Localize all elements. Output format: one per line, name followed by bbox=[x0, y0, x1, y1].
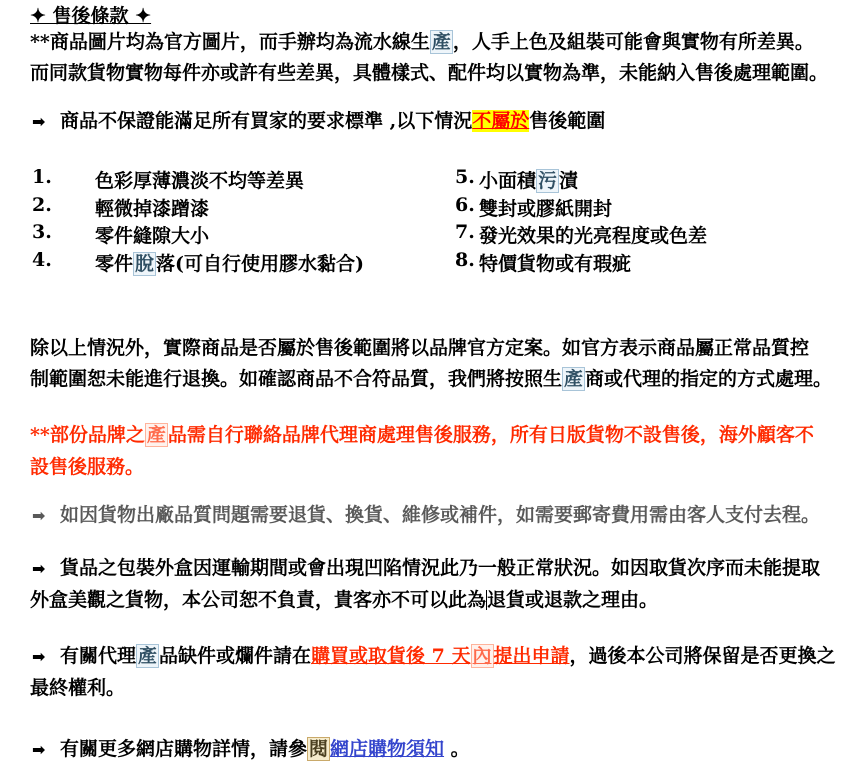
list-item-number: 1. bbox=[32, 166, 52, 188]
packaging-notice-line-1 bbox=[32, 557, 820, 580]
substituted-char: 產 bbox=[146, 424, 166, 446]
resolution-line-1: 除以上情況外，實際商品是否屬於售後範圍將以品牌官方定案。如官方表示商品屬正常品質控 bbox=[30, 337, 810, 359]
list-item-text: 特價貨物或有瑕疵 bbox=[479, 253, 632, 275]
substituted-char: 產 bbox=[431, 31, 451, 53]
substituted-char: 閱 bbox=[309, 738, 329, 760]
exclusion-notice-text: 商品不保證能滿足所有買家的要求標準 ,以下情況 bbox=[60, 110, 473, 132]
arrow-icon: ➡ bbox=[32, 740, 46, 759]
resolution-text: 商或代理的指定的方式處理。 bbox=[585, 368, 833, 390]
list-item-number: 8. bbox=[455, 249, 475, 271]
list-item-text: 色彩厚薄濃淡不均等差異 bbox=[95, 170, 305, 192]
exclusion-notice-line bbox=[32, 110, 605, 133]
resolution-text: 制範圍恕未能進行退換。如確認商品不合符品質，我們將按照生 bbox=[30, 368, 563, 390]
substituted-char: 污 bbox=[538, 170, 558, 192]
brand-contact-warning-line-2: 設售後服務。 bbox=[30, 456, 145, 478]
arrow-icon: ➡ bbox=[32, 112, 46, 131]
list-item-number: 3. bbox=[32, 221, 52, 243]
claim-window-text: 品缺件或爛件請在 bbox=[159, 645, 312, 667]
arrow-icon: ➡ bbox=[32, 506, 46, 525]
claim-window-deadline: 購買或取貨後 7 天 bbox=[311, 645, 471, 667]
packaging-notice-text: 退貨或退款之理由。 bbox=[487, 589, 659, 611]
warning-text: **部份品牌之 bbox=[30, 424, 145, 446]
substituted-char: 內 bbox=[472, 645, 492, 667]
claim-window-line-2: 最終權利。 bbox=[30, 677, 126, 699]
list-item-text bbox=[479, 166, 578, 193]
claim-window-text: ，過後本公司將保留是否更換之 bbox=[569, 645, 836, 667]
list-item-text: 發光效果的光亮程度或色差 bbox=[479, 225, 708, 247]
substituted-char: 產 bbox=[138, 645, 158, 667]
packaging-notice-text: 外盒美觀之貨物，本公司恕不負責，貴客亦不可以此為 bbox=[30, 589, 487, 611]
claim-window-text: 有關代理 bbox=[60, 645, 137, 667]
list-item-number: 5. bbox=[455, 166, 475, 188]
resolution-line-2 bbox=[30, 368, 832, 390]
list-item-text: 落(可自行使用膠水黏合) bbox=[156, 253, 365, 275]
list-item-text: 零件 bbox=[95, 253, 134, 275]
page-title: ✦ 售後條款 ✦ bbox=[30, 5, 152, 27]
store-guide-link[interactable]: 網店購物須知 bbox=[330, 738, 445, 760]
arrow-icon: ➡ bbox=[32, 647, 46, 666]
list-item-number: 6. bbox=[455, 194, 475, 216]
exclusion-list-row-1 bbox=[0, 166, 864, 190]
arrow-icon: ➡ bbox=[32, 559, 46, 578]
intro-text: **商品圖片均為官方圖片，而手辦均為流水線生 bbox=[30, 31, 430, 53]
exclusion-list-row-3 bbox=[0, 221, 864, 245]
list-item-text bbox=[95, 249, 364, 276]
return-shipping-line bbox=[32, 504, 820, 527]
substituted-char: 產 bbox=[564, 368, 584, 390]
store-guide-text: 有關更多網店購物詳情，請參 bbox=[60, 738, 308, 760]
list-item-number: 4. bbox=[32, 249, 52, 271]
claim-window-line-1 bbox=[32, 645, 836, 668]
substituted-char: 脫 bbox=[135, 253, 155, 275]
claim-window-deadline: 提出申請 bbox=[493, 645, 570, 667]
brand-contact-warning-line-1 bbox=[30, 424, 814, 446]
list-item-text: 雙封或膠紙開封 bbox=[479, 198, 613, 220]
list-item-text: 輕微掉漆蹭漆 bbox=[95, 198, 210, 220]
list-item-number: 7. bbox=[455, 221, 475, 243]
list-item-text: 小面積 bbox=[479, 170, 537, 192]
store-guide-line bbox=[32, 738, 470, 761]
list-item-number: 2. bbox=[32, 194, 52, 216]
intro-text: ，人手上色及組裝可能會與實物有所差異。 bbox=[452, 31, 814, 53]
list-item-text: 漬 bbox=[559, 170, 579, 192]
not-covered-highlight: 不屬於 bbox=[472, 110, 530, 132]
packaging-notice-text: 貨品之包裝外盒因運輸期間或會出現凹陷情況此乃一般正常狀況。如因取貨次序而未能提取 bbox=[60, 557, 821, 579]
exclusion-list-row-2 bbox=[0, 194, 864, 218]
exclusion-list-row-4 bbox=[0, 249, 864, 273]
return-shipping-text: 如因貨物出廠品質問題需要退貨、換貨、維修或補件，如需要郵寄費用需由客人支付去程。 bbox=[60, 504, 821, 526]
exclusion-notice-text: 售後範圍 bbox=[529, 110, 606, 132]
packaging-notice-line-2 bbox=[30, 589, 658, 611]
intro-line-2: 而同款貨物實物每件亦或許有些差異，具體樣式、配件均以實物為準，未能納入售後處理範圍。 bbox=[30, 62, 829, 84]
list-item-text: 零件縫隙大小 bbox=[95, 225, 210, 247]
store-guide-text: 。 bbox=[444, 738, 470, 760]
intro-line-1 bbox=[30, 31, 814, 53]
warning-text: 品需自行聯絡品牌代理商處理售後服務，所有日版貨物不設售後，海外顧客不 bbox=[167, 424, 814, 446]
